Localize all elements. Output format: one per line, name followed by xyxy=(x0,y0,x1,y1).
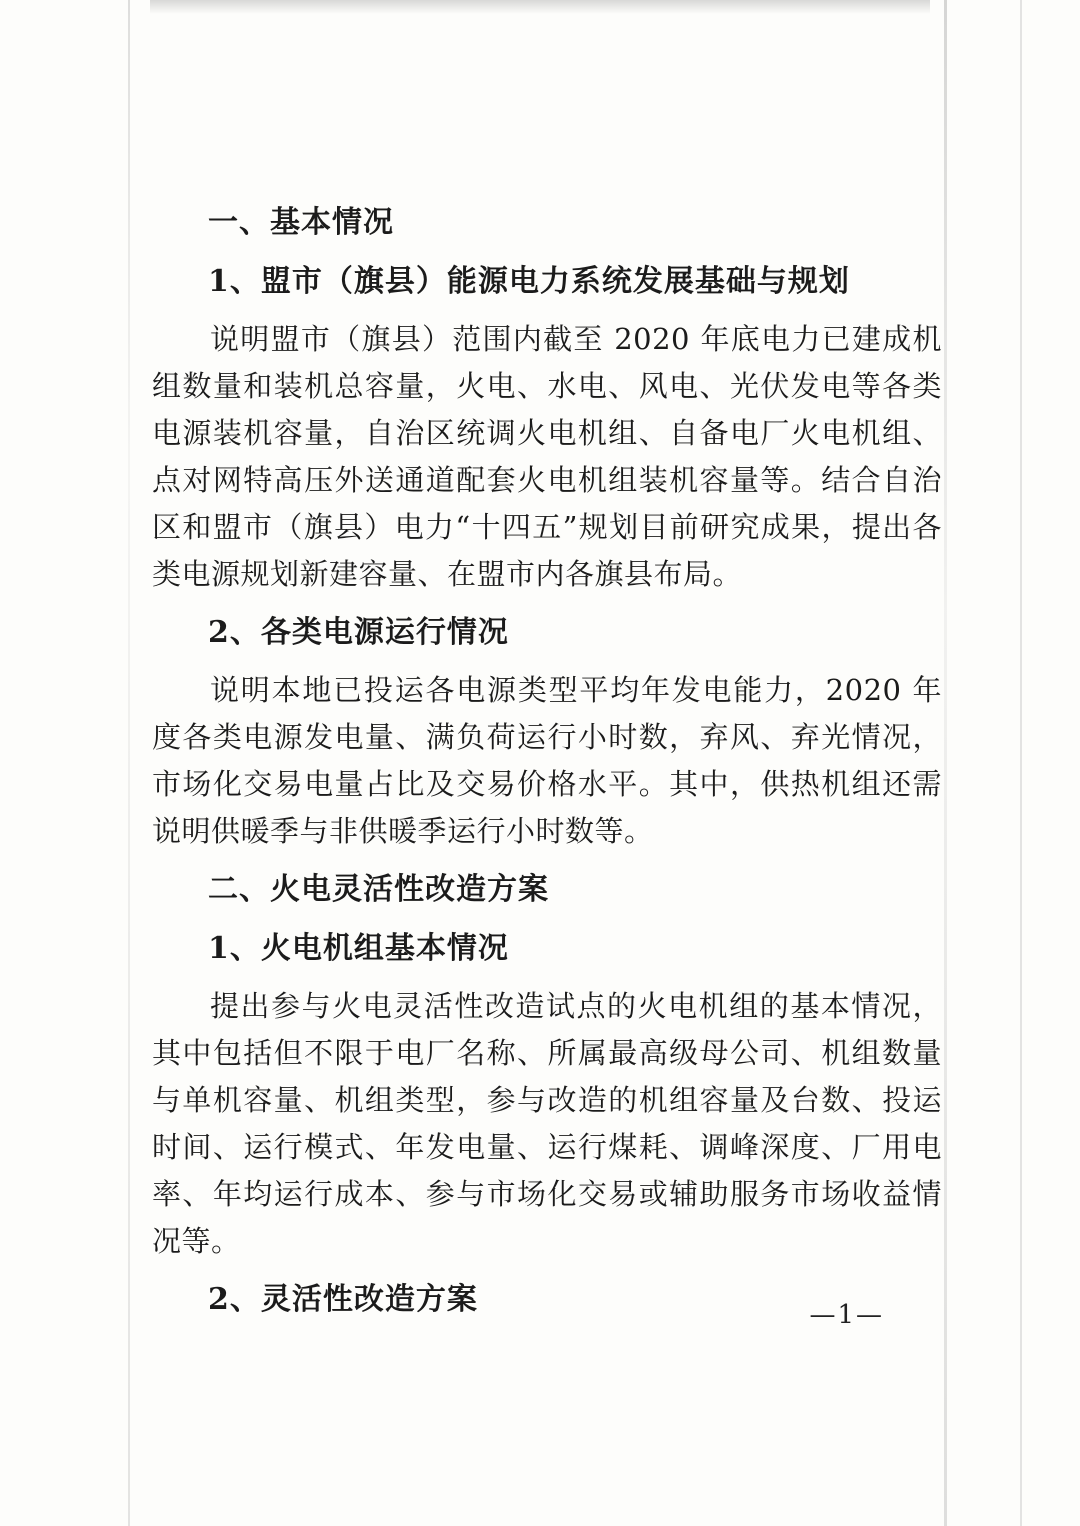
sub-heading-flexibility-retrofit-plan: 2、灵活性改造方案 xyxy=(208,1281,478,1317)
sub-heading-energy-system-basis: 1、盟市（旗县）能源电力系统发展基础与规划 xyxy=(208,264,850,299)
sub-heading-power-source-operation: 2、各类电源运行情况 xyxy=(208,614,509,650)
paragraph-power-source-operation: 说明本地已投运各电源类型平均年发电能力，2020 年度各类电源发电量、满负荷运行小时数，弃风、弃光情况，市场化交易电量占比及交易价格水平。其中，供热机组还需说明供暖季与非供暖季运行小时数等。 xyxy=(152,672,942,848)
scan-artifact-right-edge xyxy=(944,0,947,1526)
scan-artifact-far-right-edge xyxy=(1020,0,1022,1526)
paragraph-energy-system-basis: 说明盟市（旗县）范围内截至 2020 年底电力已建成机组数量和装机总容量，火电、水电、风电、光伏发电等各类电源装机容量，自治区统调火电机组、自备电厂火电机组、点对网特高压外送通道配套火电机组装机容量等。结合自治区和盟市（旗县）电力“十四五”规划目前研究成果，提出各类电源规划新建容量、在盟市内各旗县布局。 xyxy=(152,322,942,591)
page-number: —1— xyxy=(809,1300,884,1330)
document-body xyxy=(152,200,942,1334)
sub-heading-thermal-unit-basics: 1、火电机组基本情况 xyxy=(208,930,509,966)
paragraph-thermal-unit-basics: 提出参与火电灵活性改造试点的火电机组的基本情况，其中包括但不限于电厂名称、所属最高级母公司、机组数量与单机容量、机组类型，参与改造的机组容量及台数、投运时间、运行模式、年发电量、运行煤耗、调峰深度、厂用电率、年均运行成本、参与市场化交易或辅助服务市场收益情况等。 xyxy=(152,988,942,1258)
scan-artifact-top xyxy=(150,0,930,14)
scan-artifact-left-edge xyxy=(128,0,130,1526)
section-heading-basic-situation: 一、基本情况 xyxy=(208,205,394,240)
section-heading-thermal-flexibility-plan: 二、火电灵活性改造方案 xyxy=(208,871,549,907)
